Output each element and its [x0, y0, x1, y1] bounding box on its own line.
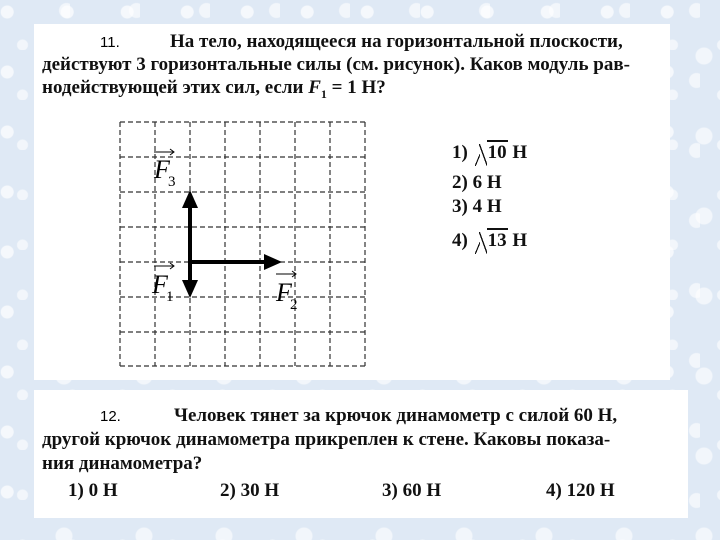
option-3-prefix: 3)	[452, 196, 468, 217]
question-11-option-2[interactable]	[452, 172, 502, 194]
question-11-option-1[interactable]	[452, 142, 527, 164]
question-11-option-4[interactable]	[452, 230, 527, 252]
svg-text:3: 3	[168, 174, 176, 190]
question-11-line-3	[42, 76, 386, 106]
option-1-radicand: 10	[487, 142, 507, 163]
option-2-text: 6 Н	[472, 172, 502, 193]
option-2-prefix: 2)	[452, 172, 468, 193]
question-11-number: 11.	[100, 34, 120, 51]
line-3-end: = 1 Н?	[326, 77, 386, 98]
question-12-card	[34, 390, 688, 518]
force-variable: F	[308, 77, 321, 98]
option-4-radicand: 13	[487, 230, 507, 251]
question-11-line-2: действуют 3 горизонтальные силы (см. рисунок). Каков модуль рав-	[42, 54, 630, 75]
svg-text:2: 2	[290, 297, 298, 313]
force-arrow-f1	[182, 262, 198, 298]
question-12-line-3: ния динамометра?	[42, 453, 203, 474]
question-11-line-1: На тело, находящееся на горизонтальной плоскости,	[170, 31, 623, 52]
force-arrow-f2	[190, 254, 282, 270]
sqrt-symbol	[475, 142, 508, 164]
question-12-option-3[interactable]: 3) 60 Н	[382, 480, 442, 501]
option-1-prefix: 1)	[452, 142, 468, 163]
force-label-f3	[153, 149, 176, 190]
force-subscript: 1	[320, 86, 327, 101]
question-12-option-2[interactable]: 2) 30 Н	[220, 480, 280, 501]
question-11-option-3[interactable]	[452, 196, 502, 218]
option-4-unit: Н	[512, 230, 528, 251]
force-diagram	[110, 118, 372, 370]
question-12-option-1[interactable]: 1) 0 Н	[68, 480, 118, 501]
option-4-prefix: 4)	[452, 230, 468, 251]
force-arrow-f3	[182, 190, 198, 262]
svg-text:1: 1	[166, 289, 174, 305]
question-12-line-1: Человек тянет за крючок динамометр с силой 60 Н,	[174, 405, 618, 426]
line-3-text: нодействующей этих сил, если	[42, 77, 309, 98]
svg-text:F: F	[152, 270, 168, 299]
option-3-text: 4 Н	[472, 196, 502, 217]
force-label-f1	[151, 263, 174, 305]
question-12-option-4[interactable]: 4) 120 Н	[546, 480, 615, 501]
question-12-number: 12.	[100, 408, 121, 425]
sqrt-symbol	[475, 230, 508, 252]
question-12-line-2: другой крючок динамометра прикреплен к стене. Каковы показа-	[42, 429, 611, 450]
svg-text:F: F	[276, 278, 292, 307]
force-label-f2	[275, 271, 298, 313]
option-1-unit: Н	[512, 142, 528, 163]
svg-text:F: F	[154, 155, 170, 184]
question-11-card	[34, 24, 670, 380]
